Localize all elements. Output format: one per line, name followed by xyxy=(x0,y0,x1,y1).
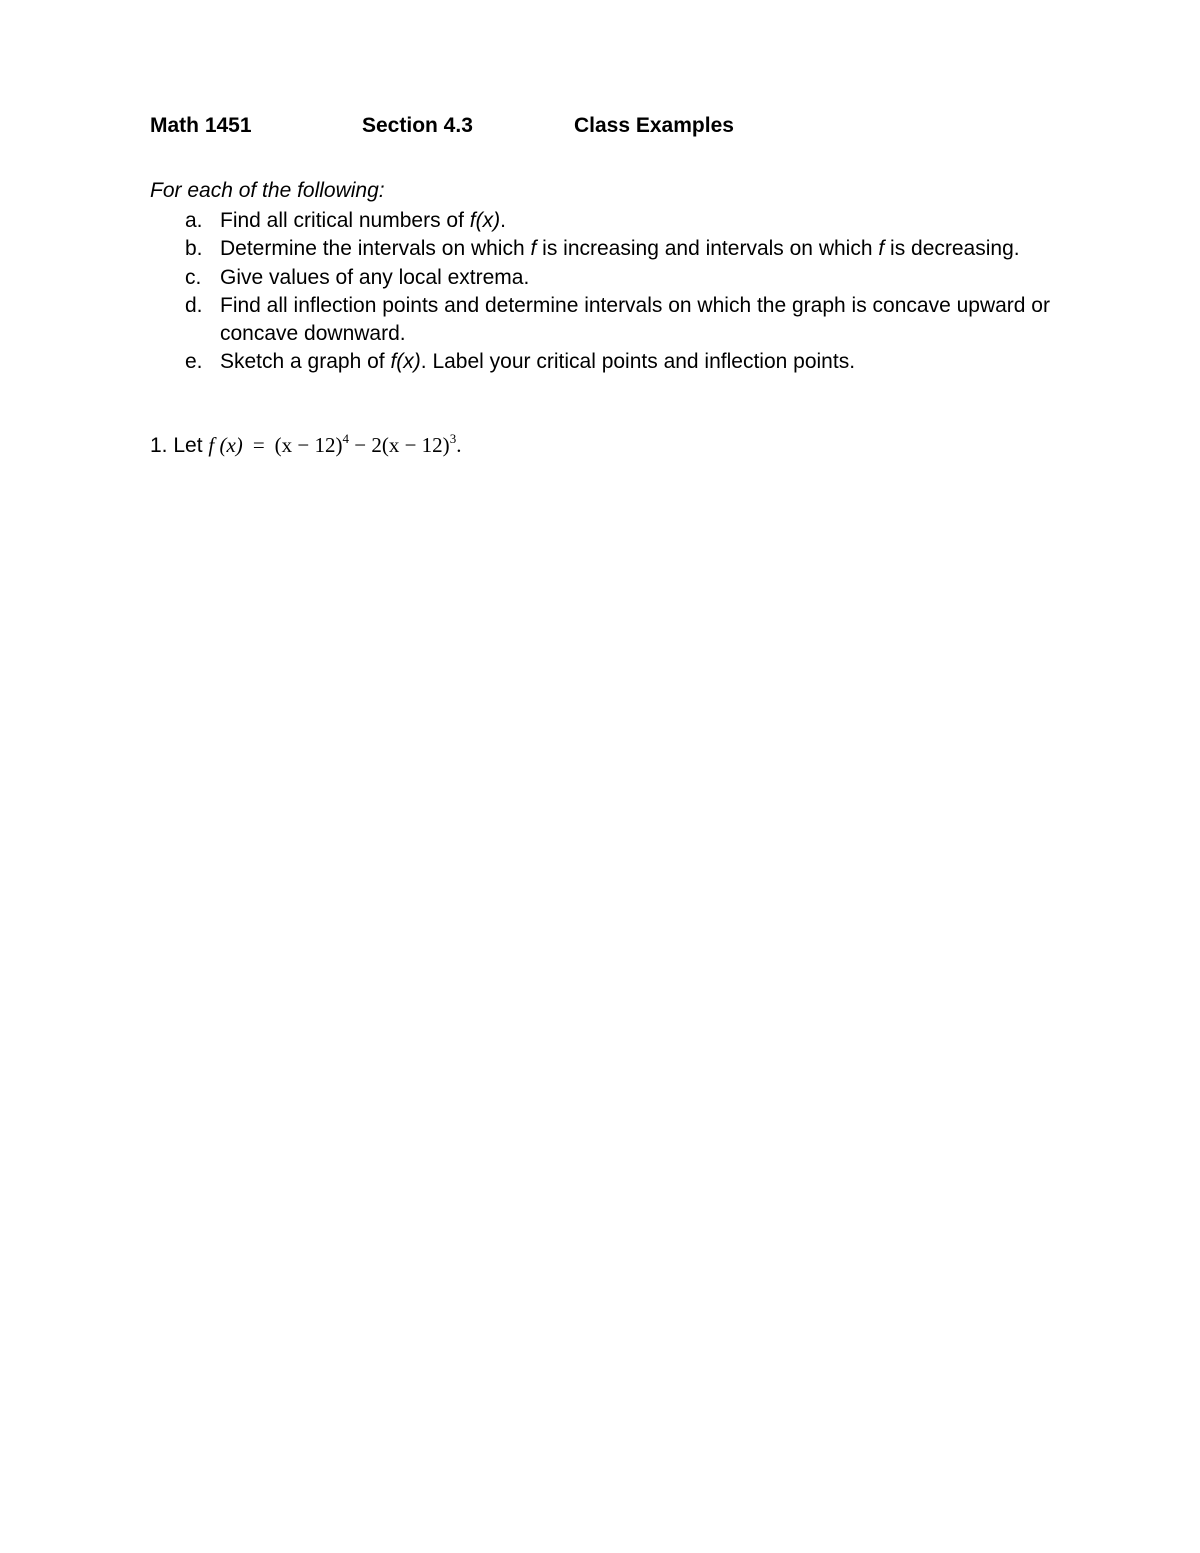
instructions-intro: For each of the following: xyxy=(150,179,385,202)
list-marker: c. xyxy=(185,265,202,289)
list-marker: e. xyxy=(185,350,203,374)
equation-operator: − 2 xyxy=(354,433,382,457)
problem-lead: Let xyxy=(173,434,203,457)
list-item xyxy=(150,235,1050,263)
list-item xyxy=(150,264,1050,292)
function-name: f xyxy=(530,237,537,261)
equals-sign: = xyxy=(252,433,265,457)
task-list xyxy=(150,207,1050,377)
problem-number: 1. xyxy=(150,434,168,457)
list-item xyxy=(150,292,1050,349)
exponent-2: 3 xyxy=(449,431,457,446)
list-marker: b. xyxy=(185,237,203,261)
task-text: Determine the intervals on which xyxy=(220,237,531,261)
task-text-end: . xyxy=(500,209,506,232)
function-name: f(x) xyxy=(469,209,501,232)
list-item xyxy=(150,207,1050,235)
task-text: Find all inflection points and determine intervals on which the graph is concave upward or concave downward. xyxy=(220,293,1050,346)
list-marker: d. xyxy=(185,293,203,317)
task-text-end: is decreasing. xyxy=(884,237,1020,261)
function-name: f(x) xyxy=(390,350,421,374)
task-text: Give values of any local extrema. xyxy=(220,265,530,289)
equation-end: . xyxy=(456,433,462,457)
list-marker: a. xyxy=(185,209,203,232)
function-equation xyxy=(208,433,461,457)
document-header xyxy=(150,114,1050,144)
list-item xyxy=(150,348,1050,376)
task-text: Find all critical numbers of xyxy=(220,209,470,232)
exponent-1: 4 xyxy=(342,431,349,446)
function-name: f xyxy=(878,237,885,261)
equation-term-1: (x − 12) xyxy=(274,433,343,457)
task-text: Sketch a graph of xyxy=(220,350,391,374)
task-text-end: . Label your critical points and inflection points. xyxy=(420,350,856,374)
course-title: Math 1451 xyxy=(150,114,252,137)
problem-1 xyxy=(150,433,461,458)
equation-term-2: (x − 12) xyxy=(381,433,450,457)
equation-lhs: f (x) xyxy=(208,433,243,457)
task-text-mid: is increasing and intervals on which xyxy=(536,237,879,261)
page-title: Class Examples xyxy=(574,114,734,137)
section-title: Section 4.3 xyxy=(362,114,473,137)
